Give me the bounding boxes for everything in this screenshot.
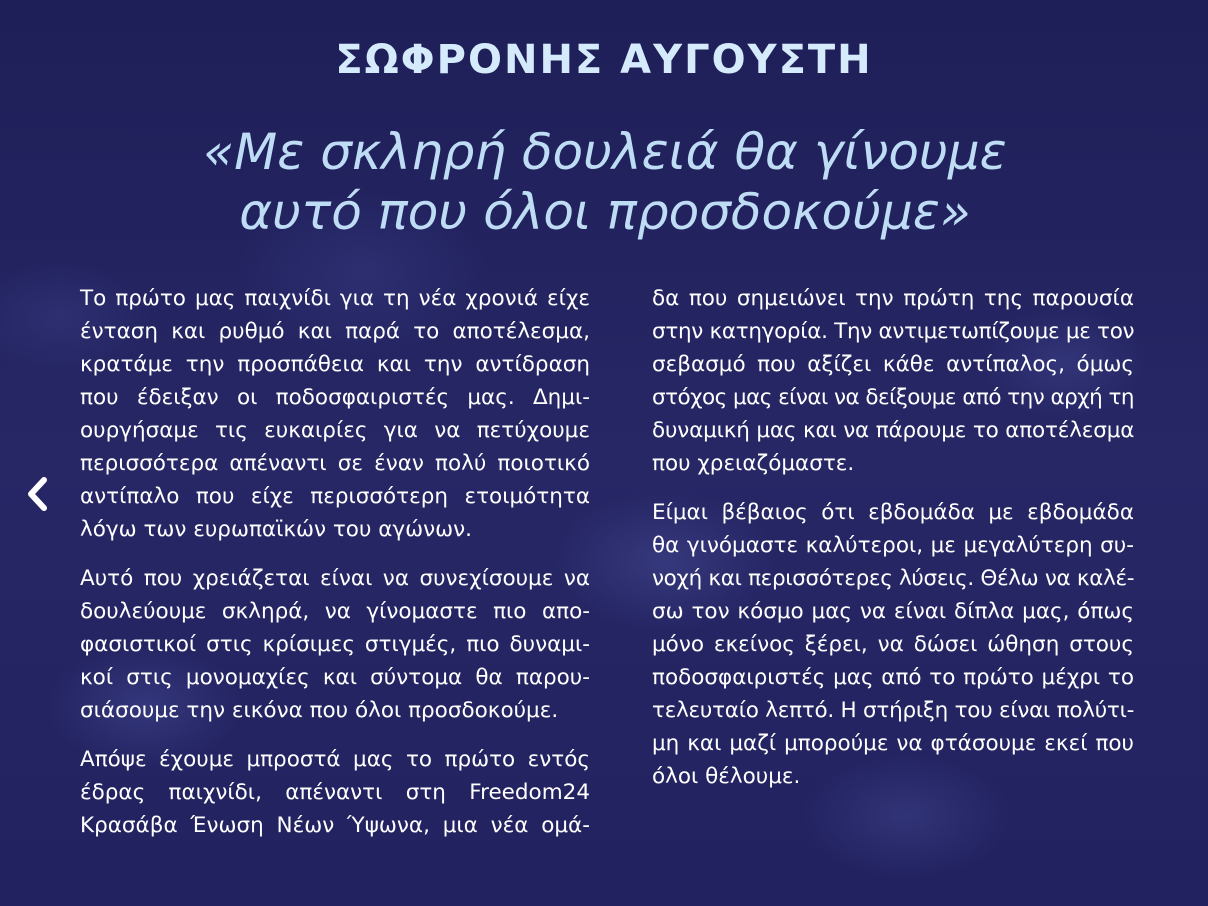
paragraph-line: ουργήσαμε τις ευκαιρίες για να πετύχουμε: [80, 418, 590, 443]
paragraph-line: θα γινόμαστε καλύτεροι, με μεγαλύτερη συ-: [652, 533, 1134, 558]
paragraph-line: σω τον κόσμο μας να είναι δίπλα μας, όπως: [652, 599, 1134, 624]
pull-quote-line: «Με σκληρή δουλειά θα γίνουμε: [203, 123, 1007, 181]
paragraph-line: δυναμική μας και να πάρουμε το αποτέλεσμα: [652, 418, 1135, 443]
pull-quote: [100, 122, 1110, 242]
paragraph-line: στην κατηγορία. Την αντιμετωπίζουμε με τον: [652, 319, 1135, 344]
paragraph-line: Το πρώτο μας παιχνίδι για τη νέα χρονιά είχε: [80, 286, 590, 311]
paragraph-line: τελευταίο λεπτό. Η στήριξη του είναι πολύτι-: [652, 698, 1135, 723]
article-paragraph: [652, 282, 1134, 480]
paragraph-line: μη και μαζί μπορούμε να φτάσουμε εκεί που: [652, 731, 1134, 756]
paragraph-line: ένταση και ρυθμό και παρά το αποτέλεσμα,: [80, 319, 590, 344]
page-title: ΣΩΦΡΟΝΗΣ ΑΥΓΟΥΣΤΗ: [335, 37, 873, 83]
paragraph-line: λόγω των ευρωπαϊκών του αγώνων.: [80, 517, 472, 542]
paragraph-line: φασιστικοί στις κρίσιμες στιγμές, πιο δυναμι-: [80, 632, 590, 657]
paragraph-line: νοχή και περισσότερες λύσεις. Θέλω να καλέ-: [652, 566, 1135, 591]
paragraph-line: Είμαι βέβαιος ότι εβδομάδα με εβδομάδα: [652, 500, 1134, 525]
paragraph-line: δουλεύουμε σκληρά, να γίνομαστε πιο απο-: [80, 599, 590, 624]
paragraph-line: περισσότερα απέναντι σε έναν πολύ ποιοτικό: [80, 451, 590, 476]
paragraph-line: έδρας παιχνίδι, απέναντι στη Freedom24: [80, 780, 590, 805]
article-paragraph: [80, 282, 590, 546]
paragraph-line: στόχος μας είναι να δείξουμε από την αρχή τη: [652, 385, 1134, 410]
article-paragraph: [652, 496, 1134, 793]
paragraph-line: όλοι θέλουμε.: [652, 764, 801, 789]
article-paragraph: [80, 743, 590, 842]
article-column-left: [80, 282, 590, 858]
article-column-right: [652, 282, 1134, 809]
pull-quote-line: αυτό που όλοι προσδοκούμε»: [239, 183, 971, 241]
paragraph-line: Αυτό που χρειάζεται είναι να συνεχίσουμε να: [80, 566, 590, 591]
paragraph-line: δα που σημειώνει την πρώτη της παρουσία: [652, 286, 1134, 311]
paragraph-line: Απόψε έχουμε μπροστά μας το πρώτο εντός: [80, 747, 590, 772]
paragraph-line: μόνο εκείνος ξέρει, να δώσει ώθηση στους: [652, 632, 1134, 657]
paragraph-line: ποδοσφαιριστές μας από το πρώτο μέχρι το: [652, 665, 1134, 690]
paragraph-line: σεβασμό που αξίζει κάθε αντίπαλος, όμως: [652, 352, 1134, 377]
paragraph-line: κοί στις μονομαχίες και σύντομα θα παρου-: [80, 665, 590, 690]
paragraph-line: που έδειξαν οι ποδοσφαιριστές μας. Δημι-: [80, 385, 590, 410]
paragraph-line: κρατάμε την προσπάθεια και την αντίδραση: [80, 352, 590, 377]
chevron-left-icon[interactable]: [22, 472, 52, 516]
paragraph-line: σιάσουμε την εικόνα που όλοι προσδοκούμε.: [80, 698, 559, 723]
paragraph-line: που χρειαζόμαστε.: [652, 451, 855, 476]
paragraph-line: Κρασάβα Ένωση Νέων Ύψωνα, μια νέα ομά-: [80, 813, 590, 838]
article-paragraph: [80, 562, 590, 727]
paragraph-line: αντίπαλο που είχε περισσότερη ετοιμότητα: [80, 484, 590, 509]
